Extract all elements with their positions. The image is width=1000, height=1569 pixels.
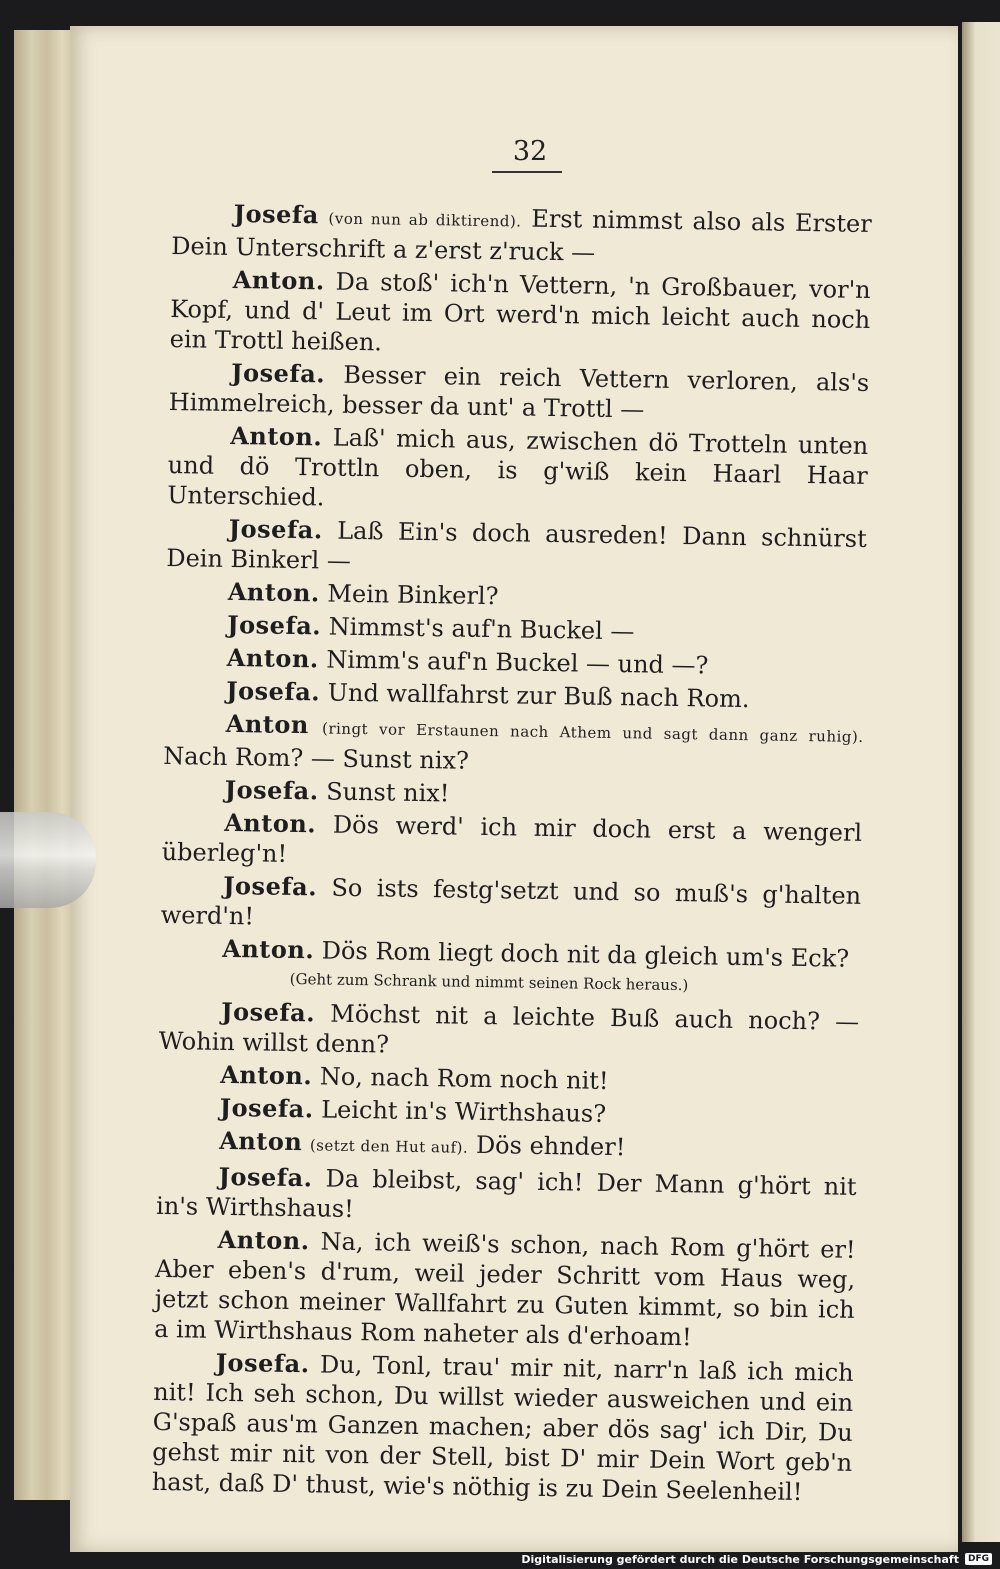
speaker-name: Josefa. [224,774,319,806]
line-text: Dös Rom liegt doch nit da gleich um's Eck? [321,936,850,973]
dialogue-line [161,807,862,878]
line-text: Laß' mich aus, zwischen dö Trotteln unten und dö Trottln oben, is g'wiß kein Haarl Haar Unterschied. [167,423,869,512]
speaker-name: Anton. [230,420,323,452]
line-text: Nimmst's auf'n Buckel — [328,612,635,646]
line-text: Na, ich weiß's schon, nach Rom g'hört er! Aber eben's d'rum, weil jeder Schritt vom Haus weg, jetzt schon meiner Wallfahrt zu Guten kimmt, so bin ich a im Wirthshaus Rom naheter als d'erhoam! [154,1227,856,1352]
line-text: Sunst nix! [325,777,450,808]
speaker-direction: (setzt den Hut auf). [309,1136,469,1157]
dialogue-line [163,708,864,782]
line-text: Nimm's auf'n Buckel — und —? [326,645,709,680]
dialogue-line [167,420,868,521]
speaker-name: Josefa. [222,870,318,902]
page-number-rule [492,171,562,173]
line-text: Erst nimmst also als Erster Dein Unterschrift a z'erst z'ruck — [171,204,872,267]
dialogue-line [156,1161,857,1232]
speaker-name: Anton. [221,933,315,965]
line-text: Dös ehnder! [475,1130,626,1162]
speaker-name: Josefa [233,198,320,230]
speaker-name: Josefa. [231,357,326,389]
speaker-name: Anton [218,1125,303,1157]
footer-credit: Digitalisierung gefördert durch die Deutsche Forschungsgemeinschaft [521,1552,959,1566]
speaker-name: Anton [225,708,310,740]
dialogue-line [171,198,872,272]
speaker-name: Anton. [217,1224,310,1256]
line-text: Besser ein reich Vettern verloren, als's Himmelreich, besser da unt' a Trottl — [168,360,870,424]
speaker-name: Josefa. [218,1161,313,1193]
speaker-name: Josefa. [228,513,323,545]
page-clip [0,812,96,908]
speaker-name: Josefa. [219,1092,314,1124]
speaker-name: Anton. [226,642,319,674]
dialogue-line [154,1224,856,1355]
line-text: Laß Ein's doch ausreden! Dann schnürst Dein Binkerl — [166,516,867,575]
line-text: So ists festg'setzt und so muß's g'halten werd'n! [160,873,862,931]
line-text: Nach Rom? — Sunst nix? [163,741,470,775]
speaker-direction: (von nun ab diktirend). [328,209,522,231]
speaker-name: Josefa. [221,996,316,1028]
dialogue-line [152,1347,854,1508]
line-text: Da stoß' ich'n Vettern, 'n Großbauer, vor'n Kopf, und d' Leut im Ort werd'n mich leicht auch noch ein Trottl heißen. [169,267,871,357]
dfg-logo: DFG [965,1553,992,1565]
stage-direction-text: (Geht zum Schrank und nimmt seinen Rock heraus.) [289,969,689,995]
line-text: Dös werd' ich mir doch erst a wengerl überleg'n! [161,810,863,868]
dialogue-line [161,870,862,941]
dialogue-line [169,357,870,428]
digitization-footer [521,1551,992,1567]
line-text: Leicht in's Wirthshaus? [320,1095,607,1128]
dialogue-text [152,198,872,1511]
dialogue-line [170,264,871,365]
line-text: No, nach Rom noch nit! [319,1062,609,1095]
speaker-name: Anton. [232,264,325,296]
speaker-name: Josefa. [215,1347,310,1379]
line-text: Da bleibst, sag' ich! Der Mann g'hört nit in's Wirthshaus! [155,1164,857,1223]
dialogue-line [159,996,860,1067]
line-text: Du, Tonl, trau' mir nit, narr'n laß ich mich nit! Ich seh schon, Du willst wieder ausweichen und ein G'spaß aus'm Ganzen machen; aber dös sag' ich Dir, Du gehst mir nit von der Stell, bist D' mir Dein Wort geb'n hast, daß D' thust, wie's nöthig is zu Dein Seelenheil! [151,1350,854,1507]
speaker-name: Josefa. [227,609,322,641]
line-text: Und wallfahrst zur Buß nach Rom. [327,678,750,714]
speaker-name: Josefa. [226,675,321,707]
facing-page-edge [962,22,1000,1542]
speaker-name: Anton. [227,576,321,608]
page-number: 32 [512,136,548,167]
page-stack-edge [14,30,74,1500]
speaker-name: Anton. [220,1059,313,1091]
dialogue-line [166,513,867,584]
line-text: Mein Binkerl? [327,579,499,611]
line-text: Möchst nit a leichte Buß auch noch? — Wohin willst denn? [158,999,860,1059]
speaker-name: Anton. [223,807,317,839]
speaker-direction: (ringt vor Erstaunen nach Athem und sagt dann ganz ruhig). [321,719,864,746]
